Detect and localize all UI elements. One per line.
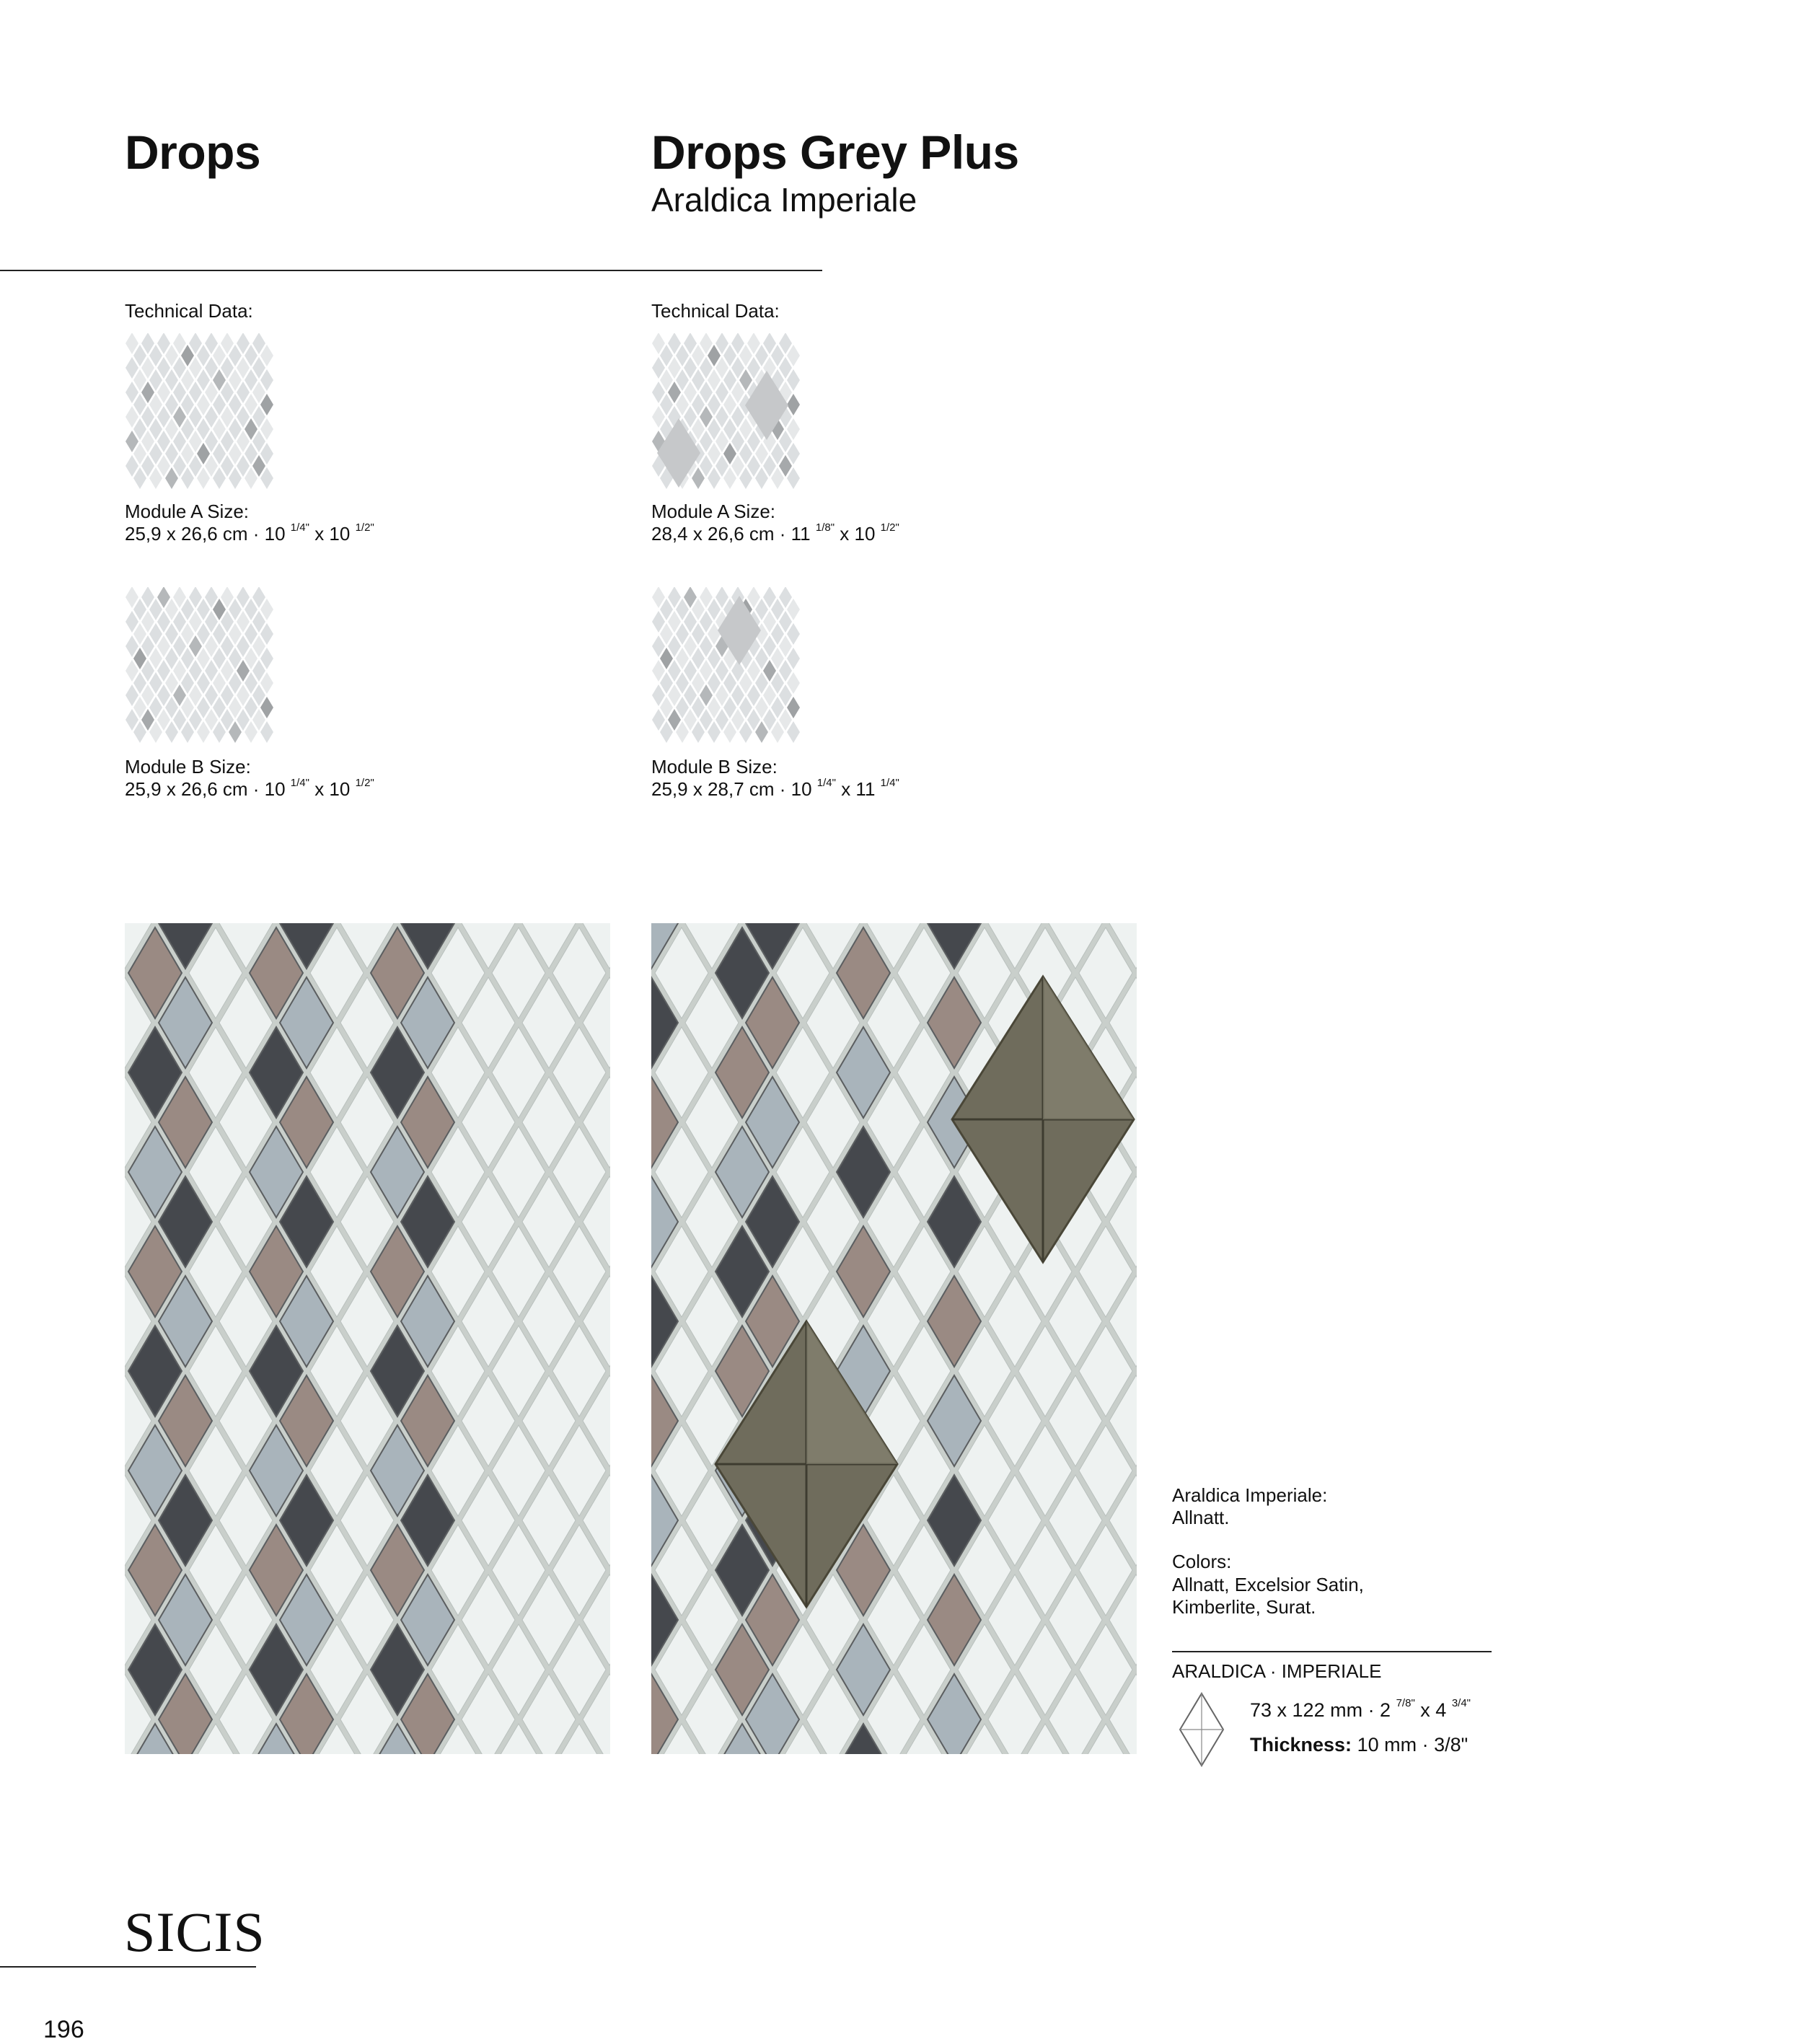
right-module-b-size: 25,9 x 28,7 cm · 10 $^{1/4"}$ x 11 $^{1/4"}$	[651, 777, 899, 801]
thickness-label: Thickness:	[1250, 1734, 1352, 1756]
right-module-a-thumbnail	[651, 333, 806, 495]
right-module-a	[651, 501, 899, 545]
left-module-a	[125, 501, 374, 545]
right-module-b	[651, 756, 899, 801]
right-subtitle: Araldica Imperiale	[651, 181, 917, 219]
left-module-a-label: Module A Size:	[125, 501, 249, 522]
left-technical-label: Technical Data:	[125, 300, 253, 322]
left-module-a-thumbnail	[125, 333, 280, 495]
left-module-b-label: Module B Size:	[125, 756, 251, 777]
section-title: ARALDICA · IMPERIALE	[1172, 1660, 1382, 1682]
right-technical-label: Technical Data:	[651, 300, 780, 322]
right-module-a-label: Module A Size:	[651, 501, 775, 522]
colors-line-1: Allnatt, Excelsior Satin,	[1172, 1573, 1364, 1595]
left-module-b-size: 25,9 x 26,6 cm · 10 $^{1/4"}$ x 10 $^{1/2"}$	[125, 777, 374, 801]
colors-line-2: Kimberlite, Surat.	[1172, 1595, 1316, 1618]
right-module-b-thumbnail	[651, 587, 806, 749]
right-module-b-label: Module B Size:	[651, 756, 778, 777]
header-divider	[0, 270, 822, 271]
right-title: Drops Grey Plus	[651, 125, 1019, 179]
left-title: Drops	[125, 125, 261, 179]
info-divider	[1172, 1651, 1492, 1652]
colors-label: Colors:	[1172, 1551, 1232, 1573]
drops-mosaic-photo	[125, 923, 610, 1754]
left-module-b	[125, 756, 374, 801]
page-number: 196	[43, 2016, 84, 2043]
right-module-a-size: 28,4 x 26,6 cm · 11 $^{1/8"}$ x 10 $^{1/2"}$	[651, 521, 899, 545]
left-module-b-thumbnail	[125, 587, 280, 749]
sicis-logo: SICIS	[124, 1900, 265, 1963]
drops-grey-plus-mosaic-photo	[651, 923, 1137, 1754]
thickness	[1250, 1733, 1468, 1756]
thickness-value: 10 mm · 3/8"	[1357, 1734, 1468, 1756]
footer-divider	[0, 1966, 256, 1968]
araldica-label: Araldica Imperiale:	[1172, 1484, 1328, 1506]
araldica-value: Allnatt.	[1172, 1507, 1230, 1529]
diamond-shape-icon	[1179, 1692, 1225, 1767]
left-module-a-size: 25,9 x 26,6 cm · 10 $^{1/4"}$ x 10 $^{1/2"}$	[125, 521, 374, 545]
info-block	[1172, 1484, 1364, 1618]
tile-dimensions: 73 x 122 mm · 2 $^{7/8"}$ x 4 $^{3/4"}$	[1250, 1697, 1471, 1721]
